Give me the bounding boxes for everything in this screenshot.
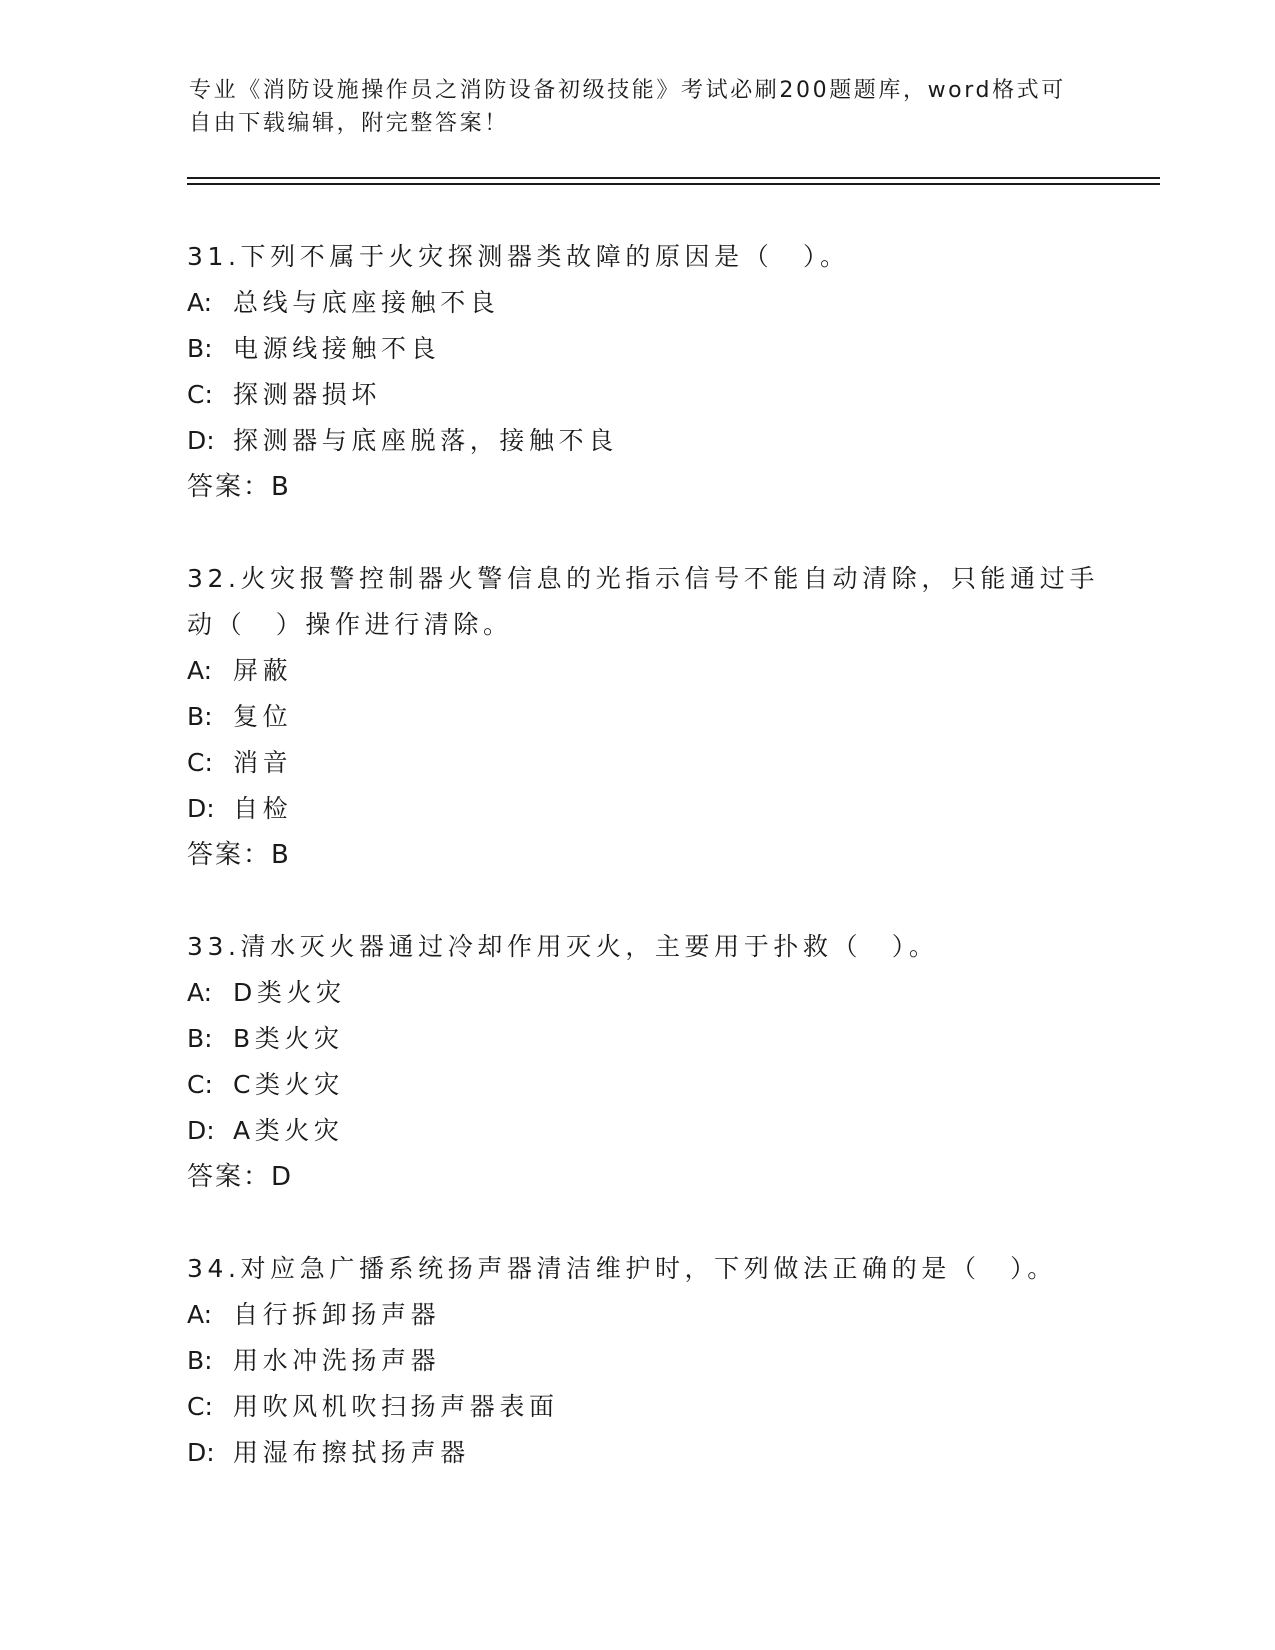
question-stem: 32.火灾报警控制器火警信息的光指示信号不能自动清除，只能通过手 — [187, 564, 1099, 593]
option-letter: B: — [187, 334, 213, 363]
option-letter: A: — [187, 288, 213, 317]
option-text: 用吹风机吹扫扬声器表面 — [233, 1392, 559, 1421]
answer-option — [187, 1430, 1107, 1476]
answer-option — [187, 694, 1107, 740]
answer-line — [187, 464, 1107, 510]
option-letter: B: — [187, 1024, 213, 1053]
question-stem: 33.清水灭火器通过冷却作用灭火，主要用于扑救（ ）。 — [187, 932, 939, 961]
option-text: 总线与底座接触不良 — [233, 288, 500, 317]
answer-option — [187, 970, 1107, 1016]
answer-value: D — [271, 1162, 293, 1192]
option-text: 探测器损坏 — [233, 380, 382, 409]
option-letter: D: — [187, 1116, 215, 1145]
option-letter: D: — [187, 794, 215, 823]
header-line-1: 专业《消防设施操作员之消防设备初级技能》考试必刷200题题库，word格式可 — [189, 78, 1066, 103]
option-text: C类火灾 — [233, 1070, 344, 1099]
question-item — [187, 1246, 1107, 1476]
header-divider-top — [187, 177, 1160, 179]
answer-option — [187, 1062, 1107, 1108]
question-list — [187, 234, 1107, 1522]
option-letter: C: — [187, 748, 213, 777]
answer-option — [187, 1292, 1107, 1338]
option-text: 屏蔽 — [233, 656, 293, 685]
option-text: A类火灾 — [233, 1116, 344, 1145]
question-item — [187, 924, 1107, 1200]
answer-label: 答案： — [187, 840, 272, 870]
question-stem: 34.对应急广播系统扬声器清洁维护时，下列做法正确的是（ ）。 — [187, 1254, 1057, 1283]
option-text: 用水冲洗扬声器 — [233, 1346, 441, 1375]
option-text: 自检 — [233, 794, 293, 823]
answer-line — [187, 832, 1107, 878]
answer-option — [187, 418, 1107, 464]
answer-option — [187, 1108, 1107, 1154]
answer-option — [187, 1016, 1107, 1062]
option-letter: B: — [187, 1346, 213, 1375]
answer-label: 答案： — [187, 472, 272, 502]
option-letter: D: — [187, 1438, 215, 1467]
header-divider-bottom — [187, 183, 1160, 185]
answer-option — [187, 740, 1107, 786]
answer-option — [187, 1338, 1107, 1384]
answer-value: B — [271, 472, 290, 502]
option-letter: A: — [187, 656, 213, 685]
answer-option — [187, 648, 1107, 694]
option-text: 电源线接触不良 — [233, 334, 441, 363]
answer-line — [187, 1154, 1107, 1200]
answer-option — [187, 372, 1107, 418]
option-letter: C: — [187, 380, 213, 409]
question-stem: 31.下列不属于火灾探测器类故障的原因是（ ）。 — [187, 242, 850, 271]
option-letter: B: — [187, 702, 213, 731]
document-header — [189, 74, 1089, 140]
question-stem: 动（ ）操作进行清除。 — [187, 610, 513, 639]
question-item — [187, 556, 1107, 878]
answer-option — [187, 280, 1107, 326]
question-item — [187, 234, 1107, 510]
option-letter: C: — [187, 1392, 213, 1421]
option-letter: A: — [187, 978, 213, 1007]
option-text: 探测器与底座脱落，接触不良 — [233, 426, 618, 455]
answer-label: 答案： — [187, 1162, 272, 1192]
option-text: B类火灾 — [233, 1024, 344, 1053]
answer-value: B — [271, 840, 290, 870]
option-text: 自行拆卸扬声器 — [233, 1300, 441, 1329]
option-text: 消音 — [233, 748, 293, 777]
answer-option — [187, 326, 1107, 372]
option-letter: C: — [187, 1070, 213, 1099]
option-letter: A: — [187, 1300, 213, 1329]
answer-option — [187, 786, 1107, 832]
answer-option — [187, 1384, 1107, 1430]
header-line-2: 自由下载编辑，附完整答案！ — [189, 111, 509, 136]
option-text: 复位 — [233, 702, 293, 731]
option-text: 用湿布擦拭扬声器 — [233, 1438, 470, 1467]
option-letter: D: — [187, 426, 215, 455]
option-text: D类火灾 — [233, 978, 346, 1007]
